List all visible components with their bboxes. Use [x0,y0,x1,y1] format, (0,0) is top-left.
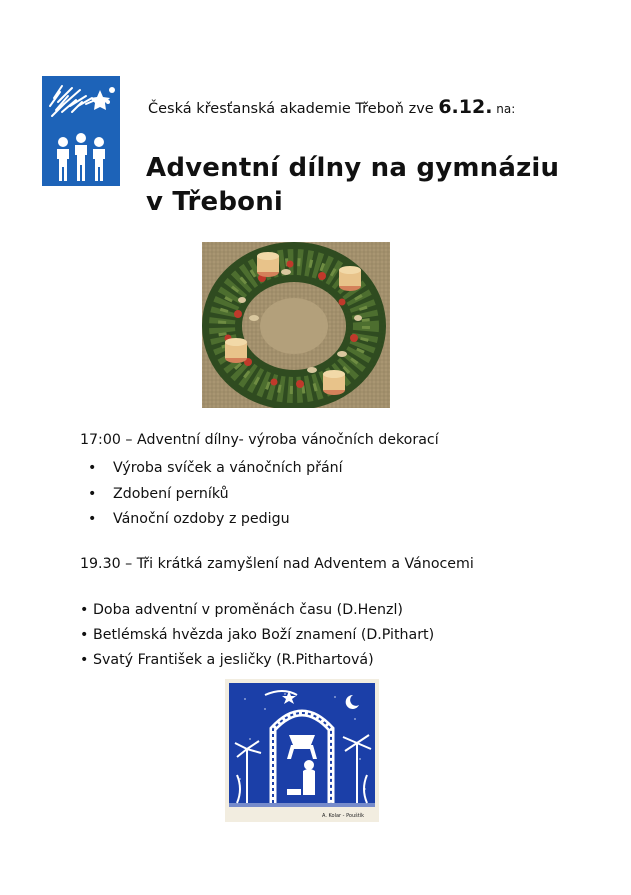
list-item [80,652,600,672]
page-title [146,151,566,219]
bullet: • [80,627,89,643]
bullet: • [88,460,97,476]
title-line-2: v Třeboni [146,187,284,217]
bullet: • [80,602,89,618]
list-item-text: Zdobení perníků [113,486,229,502]
nativity-woodcut [225,679,379,822]
list-item-text: Vánoční ozdoby z pedigu [113,511,290,527]
reflections-heading: 19.30 – Tři krátká zamyšlení nad Adventem a Vánocemi [80,556,474,572]
bullet: • [88,486,97,502]
academy-logo-icon [42,76,120,186]
list-item [80,627,600,647]
list-item-text: Svatý František a jesličky (R.Pithartová) [93,652,374,668]
woodcut-signature: A. Kolar - Pouštík [321,813,365,819]
list-item-text: Výroba svíček a vánočních přání [113,460,343,476]
event-date: 6.12. [438,96,493,118]
advent-wreath-photo [202,242,390,408]
title-line-1: Adventní dílny na gymnáziu [146,153,560,183]
list-item-text: Doba adventní v proměnách času (D.Henzl) [93,602,403,618]
invitation-suffix: na: [492,102,516,116]
list-item [80,460,600,480]
list-item [80,486,600,506]
list-item [80,511,600,531]
bullet: • [88,511,97,527]
workshop-heading: 17:00 – Adventní dílny- výroba vánočních dekorací [80,432,439,448]
invitation-line [148,96,515,118]
list-item [80,602,600,622]
list-item-text: Betlémská hvězda jako Boží znamení (D.Pithart) [93,627,435,643]
invitation-prefix: Česká křesťanská akademie Třeboň zve [148,101,439,117]
bullet: • [80,652,89,668]
